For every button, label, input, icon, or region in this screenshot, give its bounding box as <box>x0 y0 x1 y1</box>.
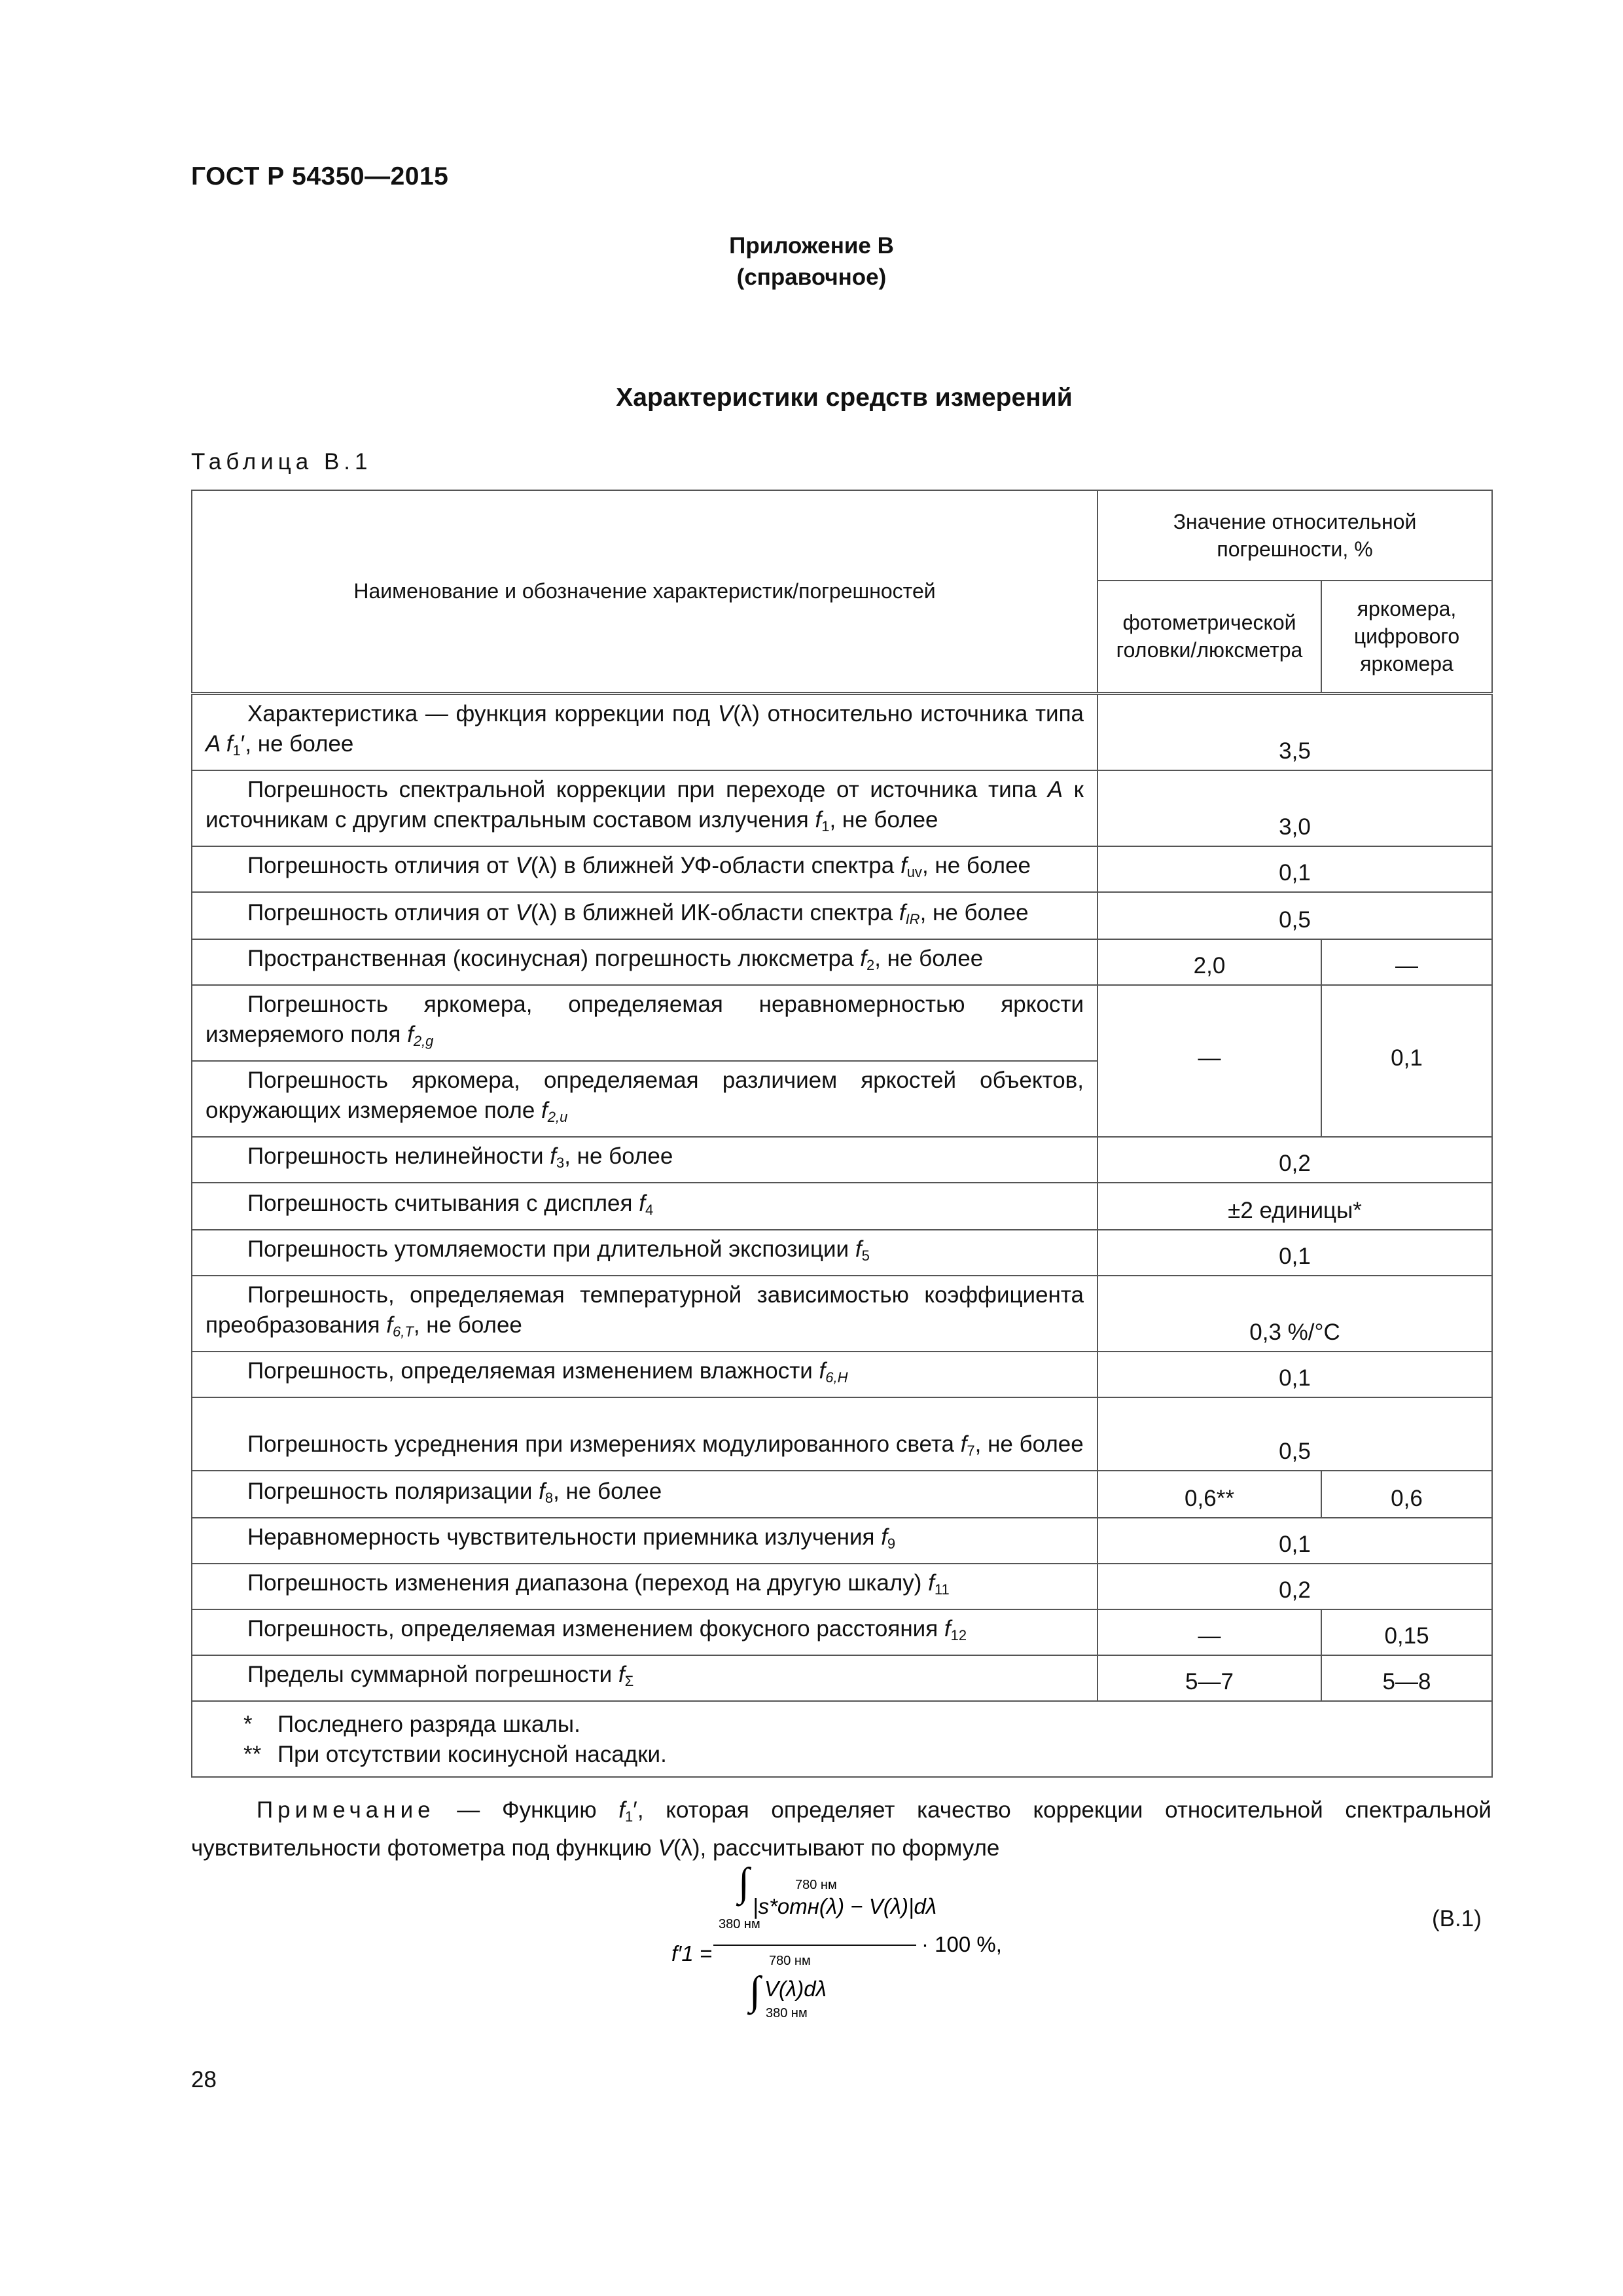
col-value-header: Значение относительной погрешности, % <box>1097 490 1492 581</box>
row-name: Погрешность, определяемая температурной зависимостью коэффициента преобразования $f_{6,T}$, не более <box>192 1276 1097 1352</box>
row-name: Погрешность, определяемая изменением фокусного расстояния $f_{12}$ <box>192 1609 1097 1655</box>
formula-lower-limit-bottom: 380 нм <box>766 2006 808 2020</box>
integral-sign-icon: ∫ <box>738 1867 749 1905</box>
row-name: Погрешность отличия от V(λ) в ближней УФ-области спектра $f_{uv}$, не более <box>192 846 1097 892</box>
table-row <box>192 1518 1492 1564</box>
row-name: Характеристика — функция коррекции под V(λ) относительно источника типа A $f_1'$, не более <box>192 693 1097 770</box>
footnote-1: * Последнего разряда шкалы. <box>243 1711 580 1737</box>
table-row <box>192 1276 1492 1352</box>
row-value: ±2 единицы* <box>1097 1183 1492 1230</box>
row-value: 0,1 <box>1097 1230 1492 1276</box>
col-luminance-header: яркомера, цифрового яркомера <box>1321 581 1492 693</box>
row-value-photometric: 0,6** <box>1097 1471 1321 1518</box>
row-value-photometric: — <box>1097 985 1321 1137</box>
row-name: Погрешность спектральной коррекции при переходе от источника типа A к источникам с другим спектральным составом излучения $f_1$, не более <box>192 770 1097 846</box>
table-row <box>192 1137 1492 1183</box>
row-name: Погрешность, определяемая изменением влажности $f_{6,H}$ <box>192 1352 1097 1397</box>
row-value: 0,1 <box>1097 846 1492 892</box>
row-name: Погрешность отличия от V(λ) в ближней ИК-области спектра $f_{IR}$, не более <box>192 892 1097 939</box>
row-value-luminance: 0,15 <box>1321 1609 1492 1655</box>
row-name: Неравномерность чувствительности приемника излучения $f_9$ <box>192 1518 1097 1564</box>
formula-lhs: f′1 = <box>671 1941 713 1965</box>
table-row <box>192 693 1492 770</box>
table-footnotes-row <box>192 1701 1492 1777</box>
row-value: 0,1 <box>1097 1518 1492 1564</box>
table-row <box>192 939 1492 985</box>
note-label: Примечание <box>257 1797 435 1823</box>
row-value-photometric: — <box>1097 1609 1321 1655</box>
appendix-kind: (справочное) <box>736 264 887 290</box>
table-row <box>192 1397 1492 1471</box>
row-name: Пределы суммарной погрешности $f_\Sigma$ <box>192 1655 1097 1701</box>
formula-upper-limit-bottom: 780 нм <box>769 1954 811 1968</box>
row-value: 0,5 <box>1097 892 1492 939</box>
row-name: Погрешность поляризации $f_8$, не более <box>192 1471 1097 1518</box>
page-number: 28 <box>191 2067 217 2092</box>
table-row <box>192 1183 1492 1230</box>
formula-upper-limit: 780 нм <box>795 1878 837 1892</box>
row-name: Погрешность утомляемости при длительной экспозиции $f_5$ <box>192 1230 1097 1276</box>
document-code: ГОСТ Р 54350—2015 <box>191 162 449 190</box>
row-value: 3,0 <box>1097 770 1492 846</box>
table-row <box>192 1471 1492 1518</box>
row-value: 0,5 <box>1097 1397 1492 1471</box>
table-row <box>192 985 1492 1061</box>
row-value-luminance: — <box>1321 939 1492 985</box>
note-text: — Функцию $f_1'$, которая определяет качество коррекции относительной спектральной чувствительности фотометра под функцию V(λ), рассчитывают по формуле <box>191 1797 1491 1861</box>
table-row <box>192 846 1492 892</box>
table-row <box>192 892 1492 939</box>
appendix-title: Приложение В <box>729 233 894 259</box>
row-name: Погрешность считывания с дисплея $f_4$ <box>192 1183 1097 1230</box>
row-name: Погрешность яркомера, определяемая различием яркостей объектов, окружающих измеряемое поле $f_{2,u}$ <box>192 1061 1097 1137</box>
row-value: 0,2 <box>1097 1137 1492 1183</box>
row-name: Погрешность усреднения при измерениях модулированного света $f_7$, не более <box>192 1397 1097 1471</box>
row-value-luminance: 0,1 <box>1321 985 1492 1137</box>
table-row <box>192 1564 1492 1609</box>
formula-number: (В.1) <box>1432 1906 1482 1931</box>
integral-sign-bottom-icon: ∫ <box>749 1969 760 2013</box>
table-label: Таблица В.1 <box>191 449 372 475</box>
formula-denominator: V(λ)dλ <box>764 1977 827 2001</box>
row-name: Погрешность яркомера, определяемая неравномерностью яркости измеряемого поля $f_{2,g}$ <box>192 985 1097 1061</box>
row-value-photometric: 5—7 <box>1097 1655 1321 1701</box>
formula-factor: · 100 %, <box>921 1932 1002 1956</box>
row-value: 3,5 <box>1097 693 1492 770</box>
row-name: Погрешность нелинейности $f_3$, не более <box>192 1137 1097 1183</box>
row-value-luminance: 5—8 <box>1321 1655 1492 1701</box>
row-value: 0,1 <box>1097 1352 1492 1397</box>
table-row <box>192 1655 1492 1701</box>
table-row <box>192 770 1492 846</box>
row-value: 0,3 %/°С <box>1097 1276 1492 1352</box>
section-title: Характеристики средств измерений <box>616 384 1073 412</box>
characteristics-table <box>191 490 1493 1778</box>
row-value: 0,2 <box>1097 1564 1492 1609</box>
table-row <box>192 1352 1492 1397</box>
row-value-photometric: 2,0 <box>1097 939 1321 985</box>
formula-numerator: |s*отн(λ) − V(λ)|dλ <box>753 1894 937 1918</box>
footnote-2: ** При отсутствии косинусной насадки. <box>243 1741 667 1767</box>
row-name: Погрешность изменения диапазона (переход на другую шкалу) $f_{11}$ <box>192 1564 1097 1609</box>
note-paragraph <box>191 1795 1491 1864</box>
formula-b1 <box>648 1867 1106 2024</box>
col-photometric-header: фотометрической головки/люксметра <box>1097 581 1321 693</box>
table-row <box>192 1609 1492 1655</box>
table-row <box>192 1230 1492 1276</box>
row-value-luminance: 0,6 <box>1321 1471 1492 1518</box>
col-name-header: Наименование и обозначение характеристик/погрешностей <box>192 490 1097 693</box>
row-name: Пространственная (косинусная) погрешность люксметра $f_2$, не более <box>192 939 1097 985</box>
formula-lower-limit-top: 380 нм <box>719 1917 760 1931</box>
appendix-heading <box>681 230 942 293</box>
table-footnotes <box>192 1701 1492 1777</box>
